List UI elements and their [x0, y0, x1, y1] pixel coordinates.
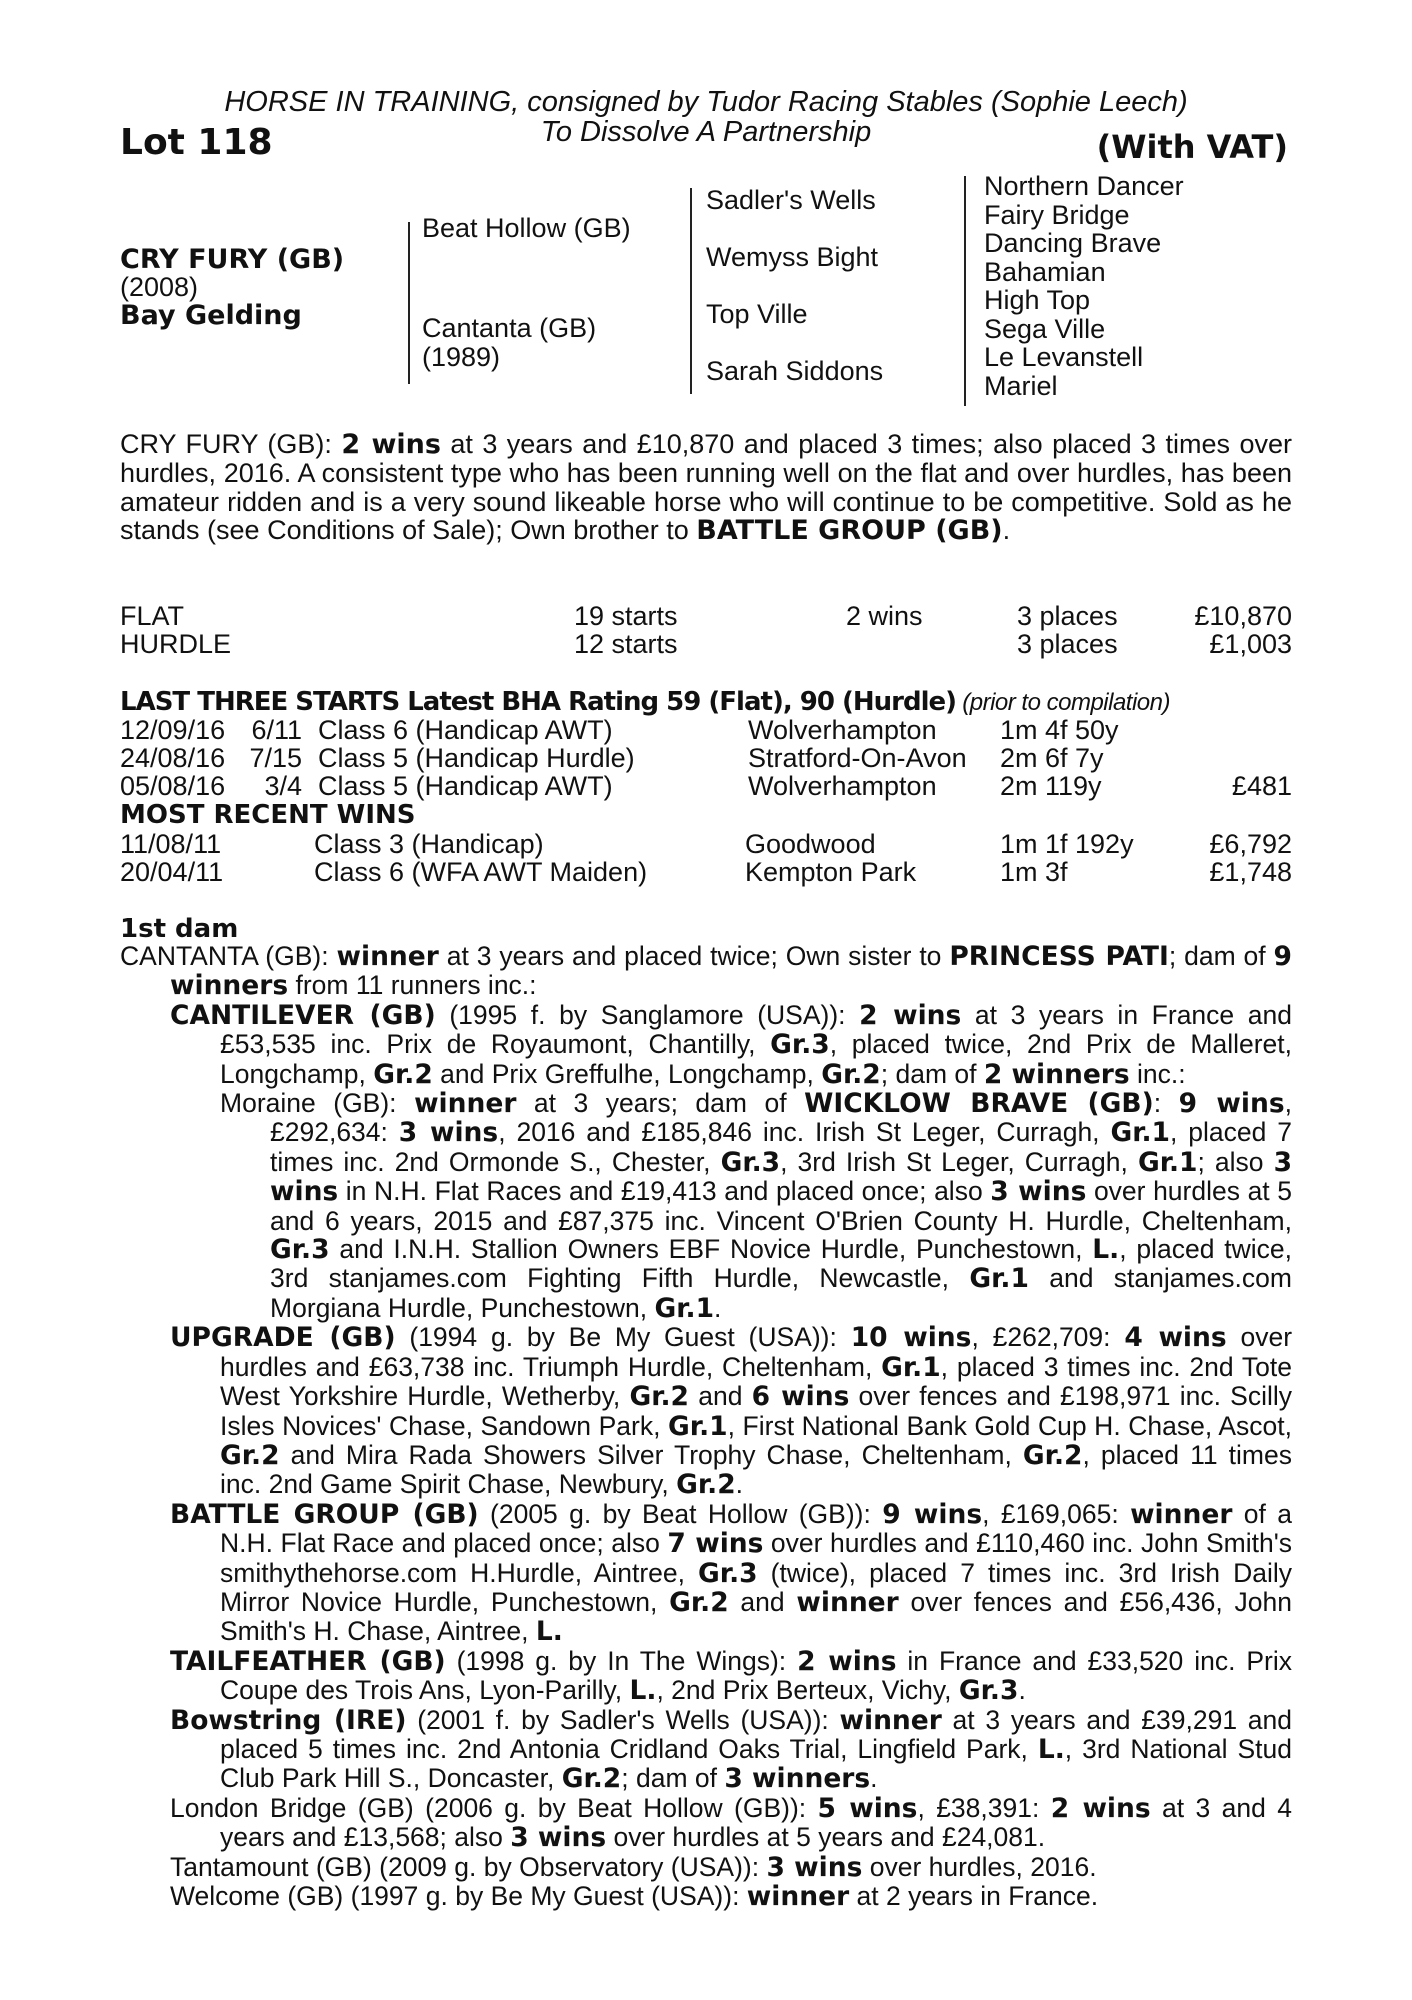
start-course: Wolverhampton	[748, 715, 937, 745]
consignor-line: HORSE IN TRAINING, consigned by Tudor Racing Stables (Sophie Leech)	[224, 86, 1188, 118]
pedigree-divider	[690, 188, 692, 394]
win-course: Goodwood	[745, 829, 876, 859]
win-prize: £1,748	[1209, 857, 1292, 887]
start-distance: 2m 119y	[1000, 771, 1102, 801]
win-date: 20/04/11	[120, 857, 224, 887]
produce-london-bridge: London Bridge (GB) (2006 g. by Beat Hollow (GB)): 5 wins, £38,391: 2 wins at 3 and 4 years and £13,568; also 3 wins over hurdles at 5 years and £24,081.	[170, 1792, 1293, 1854]
pedigree-gen2: Top Ville	[706, 299, 808, 329]
pedigree-gen3: Mariel	[984, 371, 1058, 401]
pedigree-gen3: High Top	[984, 285, 1091, 315]
produce-battle-group: BATTLE GROUP (GB) (2005 g. by Beat Hollow (GB)): 9 wins, £169,065: winner of a N.H. Flat Race and placed once; also 7 wins over hurdles and £110,460 inc. John Smith's smithythehorse.com H.Hurdle, Aintree, Gr.3 (twice), placed 7 times inc. 3rd Irish Daily Mirror Novice Hurdle, Punchestown, Gr.2 and winner over fences and £56,436, John Smith's H. Chase, Aintree, L.	[170, 1498, 1293, 1648]
dam-year: (1989)	[422, 342, 501, 372]
pedigree-gen3: Dancing Brave	[984, 228, 1162, 258]
pedigree-gen2: Sadler's Wells	[706, 185, 876, 215]
produce-upgrade: UPGRADE (GB) (1994 g. by Be My Guest (USA)): 10 wins, £262,709: 4 wins over hurdles and £63,738 inc. Triumph Hurdle, Cheltenham, Gr.1, placed 3 times inc. 2nd Tote West Yorkshire Hurdle, Wetherby, Gr.2 and 6 wins over fences and £198,971 inc. Scilly Isles Novices' Chase, Sandown Park, Gr.1, First National Bank Gold Cup H. Chase, Ascot, Gr.2 and Mira Rada Showers Silver Trophy Chase, Cheltenham, Gr.2, placed 11 times inc. 2nd Game Spirit Chase, Newbury, Gr.2.	[170, 1322, 1293, 1501]
start-race: Class 6 (Handicap AWT)	[318, 715, 613, 745]
lot-number: Lot 118	[120, 122, 273, 163]
horse-name: CRY FURY (GB)	[120, 244, 345, 275]
record-money: £1,003	[1209, 629, 1292, 659]
record-starts: 12 starts	[574, 629, 678, 659]
win-date: 11/08/11	[120, 829, 222, 859]
recent-wins-heading: MOST RECENT WINS	[120, 800, 416, 830]
consignor-subline: To Dissolve A Partnership	[540, 116, 872, 148]
last-three-heading: LAST THREE STARTS Latest BHA Rating 59 (Flat), 90 (Hurdle) (prior to compilation)	[120, 687, 1170, 717]
record-wins: 2 wins	[846, 601, 923, 631]
start-distance: 2m 6f 7y	[1000, 743, 1104, 773]
pedigree-divider	[408, 222, 410, 384]
produce-tantamount: Tantamount (GB) (2009 g. by Observatory (USA)): 3 wins over hurdles, 2016.	[170, 1851, 1097, 1883]
horse-year: (2008)	[120, 272, 199, 302]
start-position: 6/11	[251, 715, 302, 745]
start-course: Stratford-On-Avon	[748, 743, 967, 773]
pedigree-gen3: Fairy Bridge	[984, 200, 1130, 230]
start-date: 12/09/16	[120, 715, 226, 745]
produce-welcome: Welcome (GB) (1997 g. by Be My Guest (USA)): winner at 2 years in France.	[170, 1881, 1099, 1912]
record-money: £10,870	[1194, 601, 1292, 631]
record-starts: 19 starts	[574, 601, 678, 631]
start-race: Class 5 (Handicap AWT)	[318, 771, 613, 801]
start-date: 05/08/16	[120, 771, 226, 801]
win-distance: 1m 1f 192y	[1000, 829, 1134, 859]
start-course: Wolverhampton	[748, 771, 937, 801]
pedigree-gen3: Bahamian	[984, 257, 1106, 287]
produce-moraine: Moraine (GB): winner at 3 years; dam of WICKLOW BRAVE (GB): 9 wins, £292,634: 3 wins, 2016 and £185,846 inc. Irish St Leger, Curragh, Gr.1, placed 7 times inc. 2nd Ormonde S., Chester, Gr.3, 3rd Irish St Leger, Curragh, Gr.1; also 3 wins in N.H. Flat Races and £19,413 and placed once; also 3 wins over hurdles at 5 and 6 years, 2015 and £87,375 inc. Vincent O'Brien County H. Hurdle, Cheltenham, Gr.3 and I.N.H. Stallion Owners EBF Novice Hurdle, Punchestown, L., placed twice, 3rd stanjames.com Fighting Fifth Hurdle, Newcastle, Gr.1 and stanjames.com Morgiana Hurdle, Punchestown, Gr.1.	[220, 1088, 1293, 1324]
start-date: 24/08/16	[120, 743, 226, 773]
pedigree-gen2: Wemyss Bight	[706, 242, 879, 272]
record-type: FLAT	[120, 601, 185, 631]
record-places: 3 places	[1017, 629, 1118, 659]
win-course: Kempton Park	[745, 857, 917, 887]
dam-intro: CANTANTA (GB): winner at 3 years and placed twice; Own sister to PRINCESS PATI; dam of 9 winners from 11 runners inc.:	[120, 941, 1292, 1002]
win-distance: 1m 3f	[1000, 857, 1068, 887]
pedigree-gen3: Sega Ville	[984, 314, 1106, 344]
sire: Beat Hollow (GB)	[422, 213, 631, 243]
dam: Cantanta (GB)	[422, 313, 597, 343]
horse-summary: CRY FURY (GB): 2 wins at 3 years and £10,870 and placed 3 times; also placed 3 times over hurdles, 2016. A consistent type who has been running well on the flat and over hurdles, has been amateur ridden and is a very sound likeable horse who will continue to be competitive. Sold as he stands (see Conditions of Sale); Own brother to BATTLE GROUP (GB).	[120, 429, 1292, 547]
start-position: 7/15	[249, 743, 302, 773]
first-dam-heading: 1st dam	[120, 914, 239, 944]
record-places: 3 places	[1017, 601, 1118, 631]
pedigree-divider	[964, 176, 966, 406]
dam-produce	[120, 942, 1292, 1911]
produce-cantilever: CANTILEVER (GB) (1995 f. by Sanglamore (USA)): 2 wins at 3 years in France and £53,535 inc. Prix de Royaumont, Chantilly, Gr.3, placed twice, 2nd Prix de Malleret, Longchamp, Gr.2 and Prix Greffulhe, Longchamp, Gr.2; dam of 2 winners inc.:	[170, 999, 1292, 1090]
pedigree-gen3: Le Levanstell	[984, 342, 1144, 372]
pedigree-gen3: Northern Dancer	[984, 171, 1184, 201]
win-race: Class 3 (Handicap)	[314, 829, 544, 859]
produce-bowstring: Bowstring (IRE) (2001 f. by Sadler's Wells (USA)): winner at 3 years and £39,291 and placed 5 times inc. 2nd Antonia Cridland Oaks Trial, Lingfield Park, L., 3rd National Stud Club Park Hill S., Doncaster, Gr.2; dam of 3 winners.	[170, 1704, 1292, 1795]
start-distance: 1m 4f 50y	[1000, 715, 1119, 745]
start-prize: £481	[1231, 771, 1292, 801]
vat-label: (With VAT)	[1096, 128, 1288, 166]
start-race: Class 5 (Handicap Hurdle)	[318, 743, 635, 773]
produce-tailfeather: TAILFEATHER (GB) (1998 g. by In The Wings): 2 wins in France and £33,520 inc. Prix Coupe des Trois Ans, Lyon-Parilly, L., 2nd Prix Berteux, Vichy, Gr.3.	[170, 1645, 1292, 1707]
win-prize: £6,792	[1209, 829, 1292, 859]
pedigree-gen2: Sarah Siddons	[706, 356, 884, 386]
horse-description: Bay Gelding	[120, 300, 302, 331]
win-race: Class 6 (WFA AWT Maiden)	[314, 857, 648, 887]
record-type: HURDLE	[120, 629, 232, 659]
start-position: 3/4	[264, 771, 302, 801]
